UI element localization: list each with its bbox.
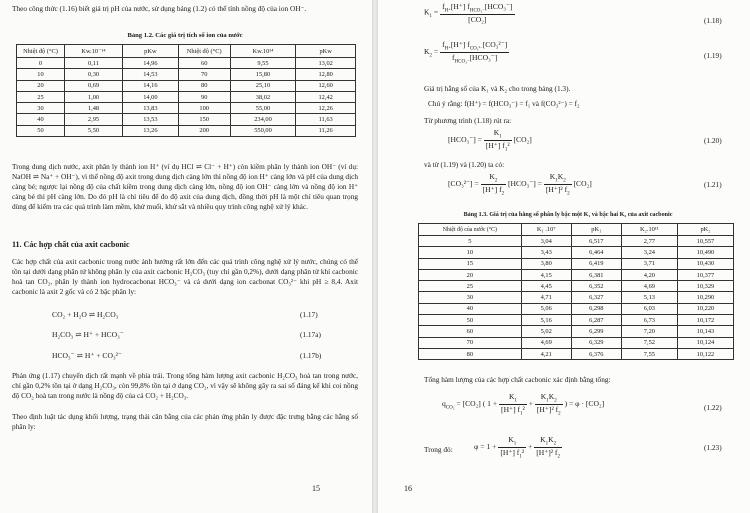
- equation-number: (1.17a): [300, 330, 321, 339]
- table-cell: 6,298: [571, 303, 621, 314]
- table-header: K₂.10¹¹: [621, 224, 677, 236]
- equation-1-23: φ = 1 + $\frac{K_1}{[H^+] f_1^2}$ + $\frac{K_1K_2}{[H^+]^2 f_2}$: [474, 435, 560, 460]
- equation-1-18: $K_1$ = $\frac{f_{H^+}[H^+] f_{HCO_3^-}[HCO_3^-]}{\text{[CO₂]}}$: [424, 2, 513, 24]
- table-row: [17, 114, 356, 125]
- table-cell: 12,26: [296, 103, 356, 114]
- right-page: [378, 0, 750, 513]
- left-page: [0, 0, 372, 513]
- table-row: [419, 258, 734, 269]
- table-cell: 5,50: [65, 125, 123, 136]
- table-cell: 4,21: [521, 348, 571, 359]
- table-header: K₁ .10⁷: [521, 224, 571, 236]
- table-cell: 1,48: [65, 103, 123, 114]
- table-cell: 10,172: [677, 315, 733, 326]
- table-cell: 55,00: [230, 103, 296, 114]
- table-row: [419, 292, 734, 303]
- table-cell: 4,69: [521, 337, 571, 348]
- table-cell: 10,122: [677, 348, 733, 359]
- table-cell: 0: [17, 58, 65, 69]
- table-row: [419, 247, 734, 258]
- table-cell: 80: [178, 80, 230, 91]
- page-number: 16: [404, 484, 412, 493]
- table-row: [17, 125, 356, 136]
- intro-paragraph: Theo công thức (1.16) biết giá trị pH của nước, sử dụng bảng (1.2) có thể tính nồng độ của ion OH⁻.: [12, 4, 307, 13]
- table-cell: 9,55: [230, 58, 296, 69]
- table-cell: 12,80: [296, 69, 356, 80]
- equation-1-20: [HCO₃⁻] = $\frac{K_1}{[H^+] f_1^2}$ [CO₂]: [448, 128, 532, 153]
- table-cell: 15: [419, 258, 522, 269]
- table-row: [419, 315, 734, 326]
- equation-1-19: $K_2$ = $\frac{f_{H^+}[H^+] f_{CO_3^{2-}}[CO_3^{2-}]}{f_{HCO_3^-}[HCO_3^-]}$: [424, 40, 508, 65]
- table-cell: 6,73: [621, 315, 677, 326]
- table-cell: 3,04: [521, 236, 571, 247]
- table-header: Nhiệt độ (°C): [17, 45, 65, 58]
- table-cell: 13,83: [123, 103, 179, 114]
- table-row: [17, 80, 356, 91]
- equation-number: (1.23): [704, 443, 722, 452]
- table-cell: 0,69: [65, 80, 123, 91]
- table-row: [419, 236, 734, 247]
- table-cell: 5,13: [621, 292, 677, 303]
- table-cell: 5,16: [521, 315, 571, 326]
- text-total: Tổng hàm lượng của các hợp chất cacbonic xác định bằng tổng:: [424, 375, 611, 384]
- table-cell: 13,02: [296, 58, 356, 69]
- table-cell: 25: [419, 281, 522, 292]
- table-cell: 25,10: [230, 80, 296, 91]
- page-number: 15: [312, 484, 320, 493]
- section-heading: 11. Các hợp chất của axit cacbonic: [12, 240, 130, 249]
- table-cell: 12,42: [296, 91, 356, 102]
- table-cell: 4,45: [521, 281, 571, 292]
- table-header: pKw: [123, 45, 179, 58]
- table-row: [419, 337, 734, 348]
- table-row: [17, 91, 356, 102]
- table-cell: 10,220: [677, 303, 733, 314]
- table-cell: 100: [178, 103, 230, 114]
- table-cell: 14,96: [123, 58, 179, 69]
- table-header-row: [419, 224, 734, 236]
- table-cell: 10,490: [677, 247, 733, 258]
- table-cell: 0,30: [65, 69, 123, 80]
- table-cell: 14,16: [123, 80, 179, 91]
- table-cell: 6,517: [571, 236, 621, 247]
- table-cell: 2,95: [65, 114, 123, 125]
- table-cell: 10,557: [677, 236, 733, 247]
- table-cell: 6,327: [571, 292, 621, 303]
- table-cell: 40: [419, 303, 522, 314]
- equation-1-22: $q_{CO_2} = [CO_2]$ ( 1 + $\frac{K_1}{[H^+] f_1^2}$ + $\frac{K_1K_2}{[H^+]^2 f_2}$ ) = φ · [CO₂]: [442, 392, 605, 417]
- equation-number: (1.17): [300, 310, 318, 319]
- table-1-3-caption: Bảng 1.3. Giá trị của hằng số phân ly bậc một K₁ và bậc hai K₂ của axit cacbonic: [463, 212, 673, 218]
- table-1-3: [418, 223, 734, 360]
- table-cell: 4,15: [521, 269, 571, 280]
- table-cell: 13,53: [123, 114, 179, 125]
- table-header: Nhiệt độ (°C): [178, 45, 230, 58]
- table-cell: 4,20: [621, 269, 677, 280]
- table-cell: 4,69: [621, 281, 677, 292]
- table-cell: 6,352: [571, 281, 621, 292]
- table-cell: 10,329: [677, 281, 733, 292]
- table-1-2-caption: Bảng 1.2. Các giá trị tích số ion của nước: [127, 32, 243, 39]
- table-cell: 0,11: [65, 58, 123, 69]
- table-cell: 6,329: [571, 337, 621, 348]
- table-row: [419, 281, 734, 292]
- table-cell: 10,124: [677, 337, 733, 348]
- table-cell: 25: [17, 91, 65, 102]
- table-cell: 40: [17, 114, 65, 125]
- table-cell: 6,299: [571, 326, 621, 337]
- table-cell: 20: [419, 269, 522, 280]
- paragraph-equilibrium: Phản ứng (1.17) chuyển dịch rất mạnh về phía trái. Trong tổng hàm lượng axit cacbonic H₂CO₃ hoà tan trong nước, chỉ gần 0,2% tồn tại ở dạng H₂CO₃, còn 99,8% tồn tại ở dạng CO₂, vì vậy sẽ không gây ra sai số đáng kể khi coi nồng độ CO₂ hoà tan trong nước là nồng độ của cả CO₂ + H₂CO₃.: [12, 371, 358, 401]
- table-cell: 60: [419, 326, 522, 337]
- table-cell: 14,00: [123, 91, 179, 102]
- equation-number: (1.18): [704, 16, 722, 25]
- text-constants: Giá trị hằng số của K₁ và K₂ cho trong bảng (1.3).: [424, 84, 571, 93]
- equation-number: (1.21): [704, 180, 722, 189]
- paragraph-carbonic: Các hợp chất của axit cacbonic trong nước ảnh hưởng rất lớn đến các quá trình công nghệ xử lý nước, chúng có thể tồn tại dưới dạng phân tử không phân ly của axit cacbonic H₂CO₃ (tuy chỉ gần 0,2%), dưới dạng phân tử khí cacbonic hoà tan CO₂, phân ly thành ion hydrocacbonat HCO₃⁻ và cả dưới dạng ion cacbonat CO₃²⁻ khi pH ≥ 8,4. Axit cacbonic là axit 2 gốc và có 2 bậc phân ly:: [12, 257, 358, 297]
- table-row: [17, 69, 356, 80]
- table-cell: 3,80: [521, 258, 571, 269]
- table-cell: 1,00: [65, 91, 123, 102]
- table-cell: 90: [178, 91, 230, 102]
- table-cell: 6,287: [571, 315, 621, 326]
- table-cell: 38,02: [230, 91, 296, 102]
- table-cell: 15,80: [230, 69, 296, 80]
- table-cell: 12,60: [296, 80, 356, 91]
- table-cell: 3,71: [621, 258, 677, 269]
- table-cell: 6,464: [571, 247, 621, 258]
- text-derive: Từ phương trình (1.18) rút ra:: [424, 116, 512, 125]
- equation-1-17a: H₂CO₃ ⇌ H⁺ + HCO₃⁻: [52, 330, 124, 339]
- table-header: pK₂: [677, 224, 733, 236]
- table-cell: 5,02: [521, 326, 571, 337]
- paragraph-mass-action: Theo định luật tác dụng khối lượng, trạng thái cân bằng của các phản ứng phân ly được đặc trưng bằng các hằng số phân ly:: [12, 412, 358, 432]
- table-row: [419, 303, 734, 314]
- table-cell: 234,00: [230, 114, 296, 125]
- table-cell: 550,00: [230, 125, 296, 136]
- table-row: [419, 326, 734, 337]
- equation-1-17: CO₂ + H₂O ⇌ H₂CO₃: [52, 310, 119, 319]
- table-row: [419, 348, 734, 359]
- table-1-2: [16, 44, 356, 137]
- table-header: Nhiệt độ của nước (°C): [419, 224, 522, 236]
- equation-1-17b: HCO₃⁻ ⇌ H⁺ + CO₃²⁻: [52, 351, 122, 360]
- table-cell: 6,419: [571, 258, 621, 269]
- table-cell: 80: [419, 348, 522, 359]
- table-cell: 3,24: [621, 247, 677, 258]
- table-cell: 10,377: [677, 269, 733, 280]
- table-cell: 3,43: [521, 247, 571, 258]
- table-cell: 13,26: [123, 125, 179, 136]
- table-cell: 4,71: [521, 292, 571, 303]
- table-cell: 200: [178, 125, 230, 136]
- table-cell: 10,143: [677, 326, 733, 337]
- table-cell: 11,63: [296, 114, 356, 125]
- table-header: Kw.10⁻¹⁴: [65, 45, 123, 58]
- table-cell: 30: [17, 103, 65, 114]
- table-cell: 11,26: [296, 125, 356, 136]
- table-cell: 70: [178, 69, 230, 80]
- equation-number: (1.17b): [300, 351, 322, 360]
- table-header: pK₁: [571, 224, 621, 236]
- table-cell: 6,381: [571, 269, 621, 280]
- equation-number: (1.19): [704, 51, 722, 60]
- table-cell: 6,376: [571, 348, 621, 359]
- table-header: pKw: [296, 45, 356, 58]
- table-cell: 10: [419, 247, 522, 258]
- table-cell: 70: [419, 337, 522, 348]
- table-row: [17, 58, 356, 69]
- text-note: Chú ý rằng: f(H⁺) = f(HCO₃⁻) = f₁ và f(CO₃²⁻) = f₂: [428, 99, 580, 108]
- equation-number: (1.22): [704, 403, 722, 412]
- table-cell: 10: [17, 69, 65, 80]
- table-cell: 5,06: [521, 303, 571, 314]
- table-cell: 20: [17, 80, 65, 91]
- text-combine: và từ (1.19) và (1.20) ta có:: [424, 160, 505, 169]
- table-cell: 7,20: [621, 326, 677, 337]
- table-cell: 2,77: [621, 236, 677, 247]
- table-cell: 6,03: [621, 303, 677, 314]
- table-cell: 30: [419, 292, 522, 303]
- table-cell: 7,55: [621, 348, 677, 359]
- table-header-row: [17, 45, 356, 58]
- table-cell: 60: [178, 58, 230, 69]
- equation-number: (1.20): [704, 136, 722, 145]
- equation-1-21: [CO₃²⁻] = $\frac{K_2}{[H^+] f_2}$ [HCO₃⁻] = $\frac{K_1K_2}{[H^+]^2 f_2}$ [CO₂]: [448, 172, 592, 197]
- table-cell: 50: [419, 315, 522, 326]
- table-row: [419, 269, 734, 280]
- paragraph-ph: Trong dung dịch nước, axit phân ly thành ion H⁺ (ví dụ HCl ⇌ Cl⁻ + H⁺) còn kiềm phân ly thành ion OH⁻ (ví dụ: NaOH ⇌ Na⁺ + OH⁻), vì thế nồng độ axit trong dung dịch càng lớn thì nồng độ ion H⁺ càng lớn và pH của dung dịch càng bé; ngược lại nồng độ của chất kiềm trong dung dịch càng lớn, nồng độ ion OH⁻ càng lớn và nồng độ ion H⁺ càng bé thì pH càng lớn. Do đó pH là chỉ tiêu để đo độ axit của dung dịch, đồng thời pH là một chỉ tiêu quan trọng dùng để kiểm tra các quá trình làm mềm, khử muối, khử sắt và nhiều quy trình công nghệ xử lý khác.: [12, 162, 358, 212]
- table-cell: 7,52: [621, 337, 677, 348]
- table-cell: 5: [419, 236, 522, 247]
- table-header: Kw.10¹⁴: [230, 45, 296, 58]
- table-cell: 10,430: [677, 258, 733, 269]
- table-cell: 150: [178, 114, 230, 125]
- table-cell: 14,53: [123, 69, 179, 80]
- table-row: [17, 103, 356, 114]
- text-where: Trong đó:: [424, 445, 453, 454]
- table-cell: 50: [17, 125, 65, 136]
- table-cell: 10,290: [677, 292, 733, 303]
